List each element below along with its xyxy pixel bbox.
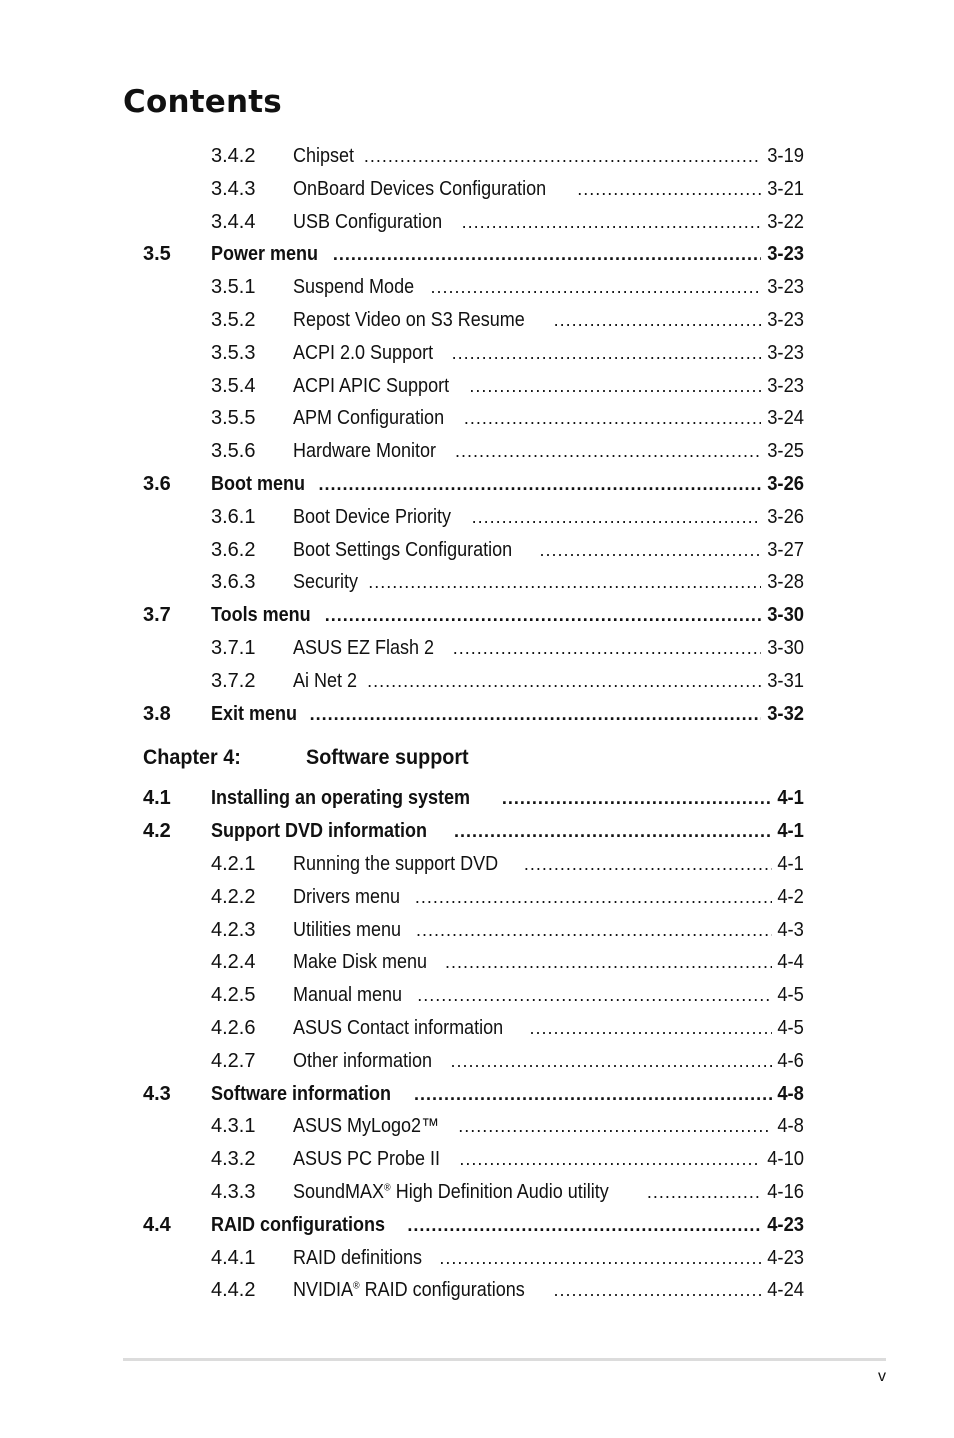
toc-entry [211,599,804,632]
toc-page-number: 3-23 [767,243,804,266]
toc-entry-number: 3.4.2 [211,145,256,167]
toc-page-number: 3-26 [767,505,804,528]
toc-page-number: 3-27 [767,538,804,561]
dot-leader [333,238,761,271]
footer-divider [123,1358,886,1361]
toc-entry-title [211,698,297,731]
toc-section-row [0,782,954,815]
toc-entry-title-text: Hardware Monitor [293,440,437,463]
toc-entry-number: 4.2.2 [211,885,256,908]
toc-entry [293,173,804,206]
toc-entry-title-text: Power menu [211,243,319,266]
toc-entry-title [293,534,512,567]
toc-entry-number: 4.2.6 [211,1016,256,1039]
dot-leader [368,566,761,599]
toc-entry-title-text: Software information [211,1082,392,1105]
dot-leader [647,1176,761,1209]
toc-entry-number: 4.2.5 [211,984,256,1007]
toc-entry-title [293,173,546,206]
toc-entry-number: 4.1 [143,787,171,810]
toc-entry-title [293,435,436,468]
dot-leader [415,881,772,914]
toc-subsection-row [0,501,954,534]
toc-entry-title [293,914,401,947]
dot-leader [577,173,761,206]
toc-entry-number: 3.6.1 [211,505,256,528]
dot-leader [553,1274,760,1307]
toc-entry-title [293,1012,503,1045]
dot-leader [445,946,772,979]
toc-entry-title-text: SoundMAX [293,1180,385,1203]
toc-page-number: 3-26 [767,472,804,495]
toc-page-number: 3-21 [767,177,804,200]
toc-entry [293,271,804,304]
toc-entry-title [211,468,305,501]
toc-entry-title-text: ASUS Contact information [293,1016,504,1039]
toc-section-row [0,815,954,848]
dot-leader [453,632,761,665]
toc-entry-title-text: Ai Net 2 [293,669,358,692]
toc-entry [211,1078,804,1111]
toc-entry [293,140,804,173]
toc-entry [211,1209,804,1242]
dot-leader [472,501,761,534]
toc-section-chapter-3 [0,140,954,730]
toc-page-number: 4-8 [777,1082,804,1105]
toc-section-row [0,468,954,501]
toc-entry-title-text: Chipset [293,145,355,167]
toc-entry-title-text: ASUS MyLogo2™ [293,1115,440,1138]
toc-page-number: 3-28 [767,571,804,594]
toc-entry [211,782,804,815]
toc-entry-number: 4.2 [143,820,171,843]
toc-entry [293,337,804,370]
toc-entry-title-text: RAID configurations [359,1279,525,1302]
toc-page-number: 3-25 [767,440,804,463]
toc-subsection-row [0,534,954,567]
toc-subsection-row [0,1045,954,1078]
toc-entry-title [293,946,427,979]
toc-entry-title-text: APM Configuration [293,407,445,430]
toc-entry-title [293,881,400,914]
toc-entry-number: 3.5.1 [211,276,256,299]
toc-subsection-row [0,566,954,599]
toc-entry-title-text: Repost Video on S3 Resume [293,308,525,331]
toc-subsection-row [0,1012,954,1045]
toc-subsection-row [0,946,954,979]
toc-entry-title [293,1274,525,1307]
toc-page-number: 3-19 [767,145,804,167]
toc-entry-title-text: RAID definitions [293,1246,423,1269]
toc-entry-number: 3.6 [143,472,171,495]
toc-page-number: 4-6 [777,1049,804,1072]
toc-entry [293,435,804,468]
toc-subsection-row [0,370,954,403]
toc-entry-title-text: ASUS EZ Flash 2 [293,636,435,659]
toc-entry-title-text: Other information [293,1049,433,1072]
toc-entry-title [293,979,402,1012]
toc-page-number: 4-1 [777,820,804,843]
toc-subsection-row [0,206,954,239]
toc-entry-title-text: High Definition Audio utility [390,1180,609,1203]
toc-entry-number: 3.5.2 [211,308,256,331]
toc-subsection-row [0,271,954,304]
toc-entry-number: 4.2.7 [211,1049,256,1072]
toc-entry [293,501,804,534]
toc-entry-title [211,1078,391,1111]
toc-entry-number: 3.6.2 [211,538,256,561]
toc-entry-title-text: ACPI 2.0 Support [293,341,434,364]
dot-leader [325,599,761,632]
toc-page-number: 4-5 [777,984,804,1007]
toc-entry [293,1176,804,1209]
toc-entry-title-text: Utilities menu [293,918,402,941]
toc-entry-title [293,271,414,304]
dot-leader [452,337,761,370]
toc-entry-number: 4.4.1 [211,1246,256,1269]
toc-entry-number: 3.5.5 [211,407,256,430]
toc-page-number: 4-24 [767,1279,804,1302]
toc-page-number: 4-2 [777,885,804,908]
toc-subsection-row [0,1143,954,1176]
toc-entry-number: 3.7.1 [211,636,256,659]
toc-entry-title [293,1143,440,1176]
toc-entry [293,1274,804,1307]
toc-section-row [0,238,954,271]
toc-entry-number: 4.3.1 [211,1115,256,1138]
toc-entry [293,848,804,881]
toc-entry-number: 3.5.3 [211,341,256,364]
dot-leader [502,782,772,815]
dot-leader [524,848,772,881]
toc-entry-title-text: Security [293,571,359,594]
dot-leader [540,534,761,567]
dot-leader [451,1045,773,1078]
toc-subsection-row [0,979,954,1012]
dot-leader [458,1110,772,1143]
toc-page-number: 3-31 [767,669,804,692]
dot-leader [469,370,761,403]
toc-entry-title [293,337,433,370]
table-of-contents [0,140,954,1307]
dot-leader [439,1242,761,1275]
registered-mark: ® [353,1280,360,1292]
toc-subsection-row [0,632,954,665]
toc-entry-title [293,304,525,337]
toc-entry-number: 3.4.4 [211,210,256,233]
toc-entry [293,370,804,403]
toc-entry-title-text: Suspend Mode [293,276,415,299]
chapter-title: Software support [306,745,469,770]
toc-subsection-row [0,337,954,370]
toc-page-number: 4-16 [767,1180,804,1203]
toc-entry-number: 3.5 [143,243,171,266]
dot-leader [454,815,772,848]
toc-entry-title [211,599,311,632]
toc-subsection-row [0,665,954,698]
toc-entry-title-text: Drivers menu [293,885,401,908]
toc-entry-number: 4.3.3 [211,1180,256,1203]
toc-entry-number: 4.3.2 [211,1148,256,1171]
toc-entry [293,1242,804,1275]
toc-entry-number: 3.6.3 [211,571,256,594]
toc-entry [293,402,804,435]
toc-entry-number: 4.4 [143,1213,171,1236]
toc-subsection-row [0,1176,954,1209]
toc-section-row [0,1078,954,1111]
toc-entry-title [293,1242,422,1275]
toc-subsection-row [0,881,954,914]
toc-entry [293,1045,804,1078]
dot-leader [529,1012,772,1045]
toc-entry-number: 3.7.2 [211,669,256,692]
toc-entry-number: 4.3 [143,1082,171,1105]
toc-page-number: 3-23 [767,374,804,397]
dot-leader [367,665,761,698]
chapter-heading [0,732,954,782]
toc-page-number: 4-10 [767,1148,804,1171]
toc-entry [293,534,804,567]
toc-entry-title [293,566,358,599]
toc-entry-title [211,815,427,848]
toc-subsection-row [0,435,954,468]
toc-entry-title [293,665,357,698]
toc-entry-title [293,140,354,173]
toc-page-number: 3-32 [767,702,804,725]
toc-subsection-row [0,304,954,337]
toc-page-number: 4-1 [777,787,804,810]
toc-entry-number: 3.5.4 [211,374,256,397]
toc-page-number: 3-30 [767,604,804,627]
toc-entry [293,979,804,1012]
toc-entry-title [211,238,318,271]
dot-leader [459,1143,761,1176]
dot-leader [310,698,761,731]
toc-page-number: 4-4 [777,951,804,974]
toc-subsection-row [0,140,954,173]
dot-leader [464,402,761,435]
dot-leader [407,1209,761,1242]
toc-entry-number: 3.5.6 [211,440,256,463]
dot-leader [455,435,761,468]
toc-entry [293,1012,804,1045]
dot-leader [554,304,761,337]
toc-section-chapter-4 [0,782,954,1307]
toc-page-number: 4-3 [777,918,804,941]
toc-page-number: 4-8 [777,1115,804,1138]
toc-entry [293,206,804,239]
toc-entry [211,815,804,848]
toc-entry [211,698,804,731]
toc-entry [293,304,804,337]
toc-page-number: 4-5 [777,1016,804,1039]
toc-entry [293,1110,804,1143]
toc-entry-title-text: Boot menu [211,472,305,495]
page-title: Contents [123,84,282,120]
toc-entry [211,238,804,271]
toc-entry-title [211,782,470,815]
toc-section-row [0,698,954,731]
toc-entry-title-text: USB Configuration [293,210,443,233]
toc-subsection-row [0,1274,954,1307]
toc-page-number: 4-23 [767,1213,804,1236]
toc-entry-number: 3.4.3 [211,177,256,200]
toc-entry [293,665,804,698]
dot-leader [414,1078,772,1111]
toc-subsection-row [0,402,954,435]
toc-entry-title-text: Boot Settings Configuration [293,538,513,561]
toc-page-number: 3-24 [767,407,804,430]
toc-entry-title-text: Running the support DVD [293,852,499,875]
toc-entry-number: 4.2.3 [211,918,256,941]
toc-entry [293,1143,804,1176]
toc-entry-title [293,402,444,435]
dot-leader [416,914,772,947]
toc-entry-title-text: RAID configurations [211,1213,386,1236]
toc-entry-title-text: Tools menu [211,604,311,627]
toc-entry-title-text: Support DVD information [211,820,427,843]
toc-page-number: 3-23 [767,276,804,299]
dot-leader [364,140,761,173]
dot-leader [462,206,761,239]
toc-entry-title-text: ASUS PC Probe II [293,1148,441,1171]
toc-page-number: 3-22 [767,210,804,233]
toc-entry-title-text: Make Disk menu [293,951,428,974]
toc-entry-title [293,848,498,881]
toc-entry-title [293,632,434,665]
toc-entry [293,566,804,599]
footer-page-number: v [878,1368,886,1385]
toc-subsection-row [0,848,954,881]
toc-entry-title-text: NVIDIA [293,1279,354,1302]
toc-entry-title-text: Exit menu [211,702,298,725]
toc-entry-number: 4.2.1 [211,852,256,875]
toc-entry-title-text: OnBoard Devices Configuration [293,177,547,200]
registered-mark: ® [384,1182,391,1194]
toc-entry-number: 3.7 [143,604,171,627]
toc-entry-title-text: Installing an operating system [211,787,471,810]
toc-entry-title-text: ACPI APIC Support [293,374,450,397]
toc-subsection-row [0,914,954,947]
toc-page-number: 3-23 [767,308,804,331]
toc-entry-title [293,501,451,534]
chapter-label: Chapter 4: [143,745,241,770]
toc-entry-number: 4.2.4 [211,951,256,974]
toc-entry [293,914,804,947]
dot-leader [417,979,772,1012]
toc-section-row [0,599,954,632]
dot-leader [431,271,761,304]
toc-entry-title-text: Boot Device Priority [293,505,452,528]
toc-subsection-row [0,173,954,206]
toc-entry-title [293,1110,439,1143]
toc-subsection-row [0,1242,954,1275]
toc-entry-number: 4.4.2 [211,1279,256,1302]
toc-page-number: 3-30 [767,636,804,659]
toc-page-number: 4-1 [777,852,804,875]
toc-entry-title [293,1045,432,1078]
toc-page-number: 4-23 [767,1246,804,1269]
toc-entry [293,946,804,979]
dot-leader [318,468,761,501]
toc-entry [293,881,804,914]
toc-entry [293,632,804,665]
toc-page-number: 3-23 [767,341,804,364]
toc-entry-title [293,206,442,239]
toc-entry-title [293,1176,609,1209]
toc-entry-title [293,370,449,403]
toc-subsection-row [0,1110,954,1143]
toc-entry-title-text: Manual menu [293,984,403,1007]
toc-section-row [0,1209,954,1242]
toc-entry [211,468,804,501]
toc-entry-number: 3.8 [143,702,171,725]
toc-entry-title [211,1209,385,1242]
